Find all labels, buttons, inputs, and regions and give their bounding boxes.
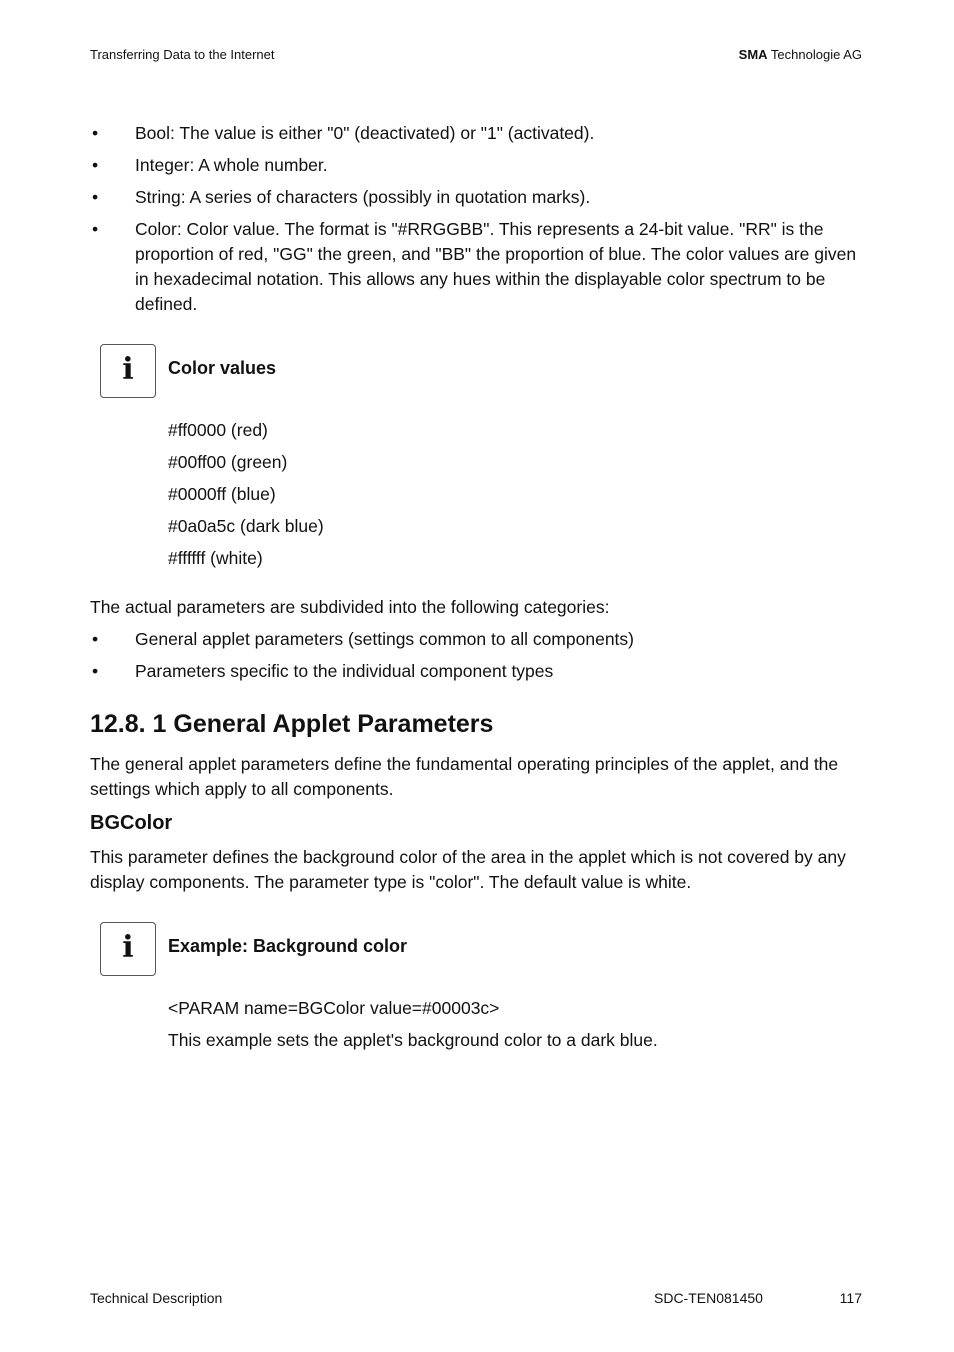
list-item-text: General applet parameters (settings common to all components) xyxy=(135,629,634,649)
list-item-text: Integer: A whole number. xyxy=(135,155,328,175)
color-values-title: Color values xyxy=(168,358,277,378)
example-description: This example sets the applet's background color to a dark blue. xyxy=(168,1030,658,1050)
footer-left: Technical Description xyxy=(90,1290,223,1306)
example-title: Example: Background color xyxy=(168,936,408,956)
bgcolor-heading: BGColor xyxy=(90,812,173,834)
list-item xyxy=(90,153,862,178)
color-value-line: #ffffff (white) xyxy=(168,548,263,568)
color-value-line: #0000ff (blue) xyxy=(168,484,276,504)
color-value-line: #ff0000 (red) xyxy=(168,420,268,440)
list-item xyxy=(90,217,862,317)
list-item-text: String: A series of characters (possibly in quotation marks). xyxy=(135,187,591,207)
categories-intro: The actual parameters are subdivided into the following categories: xyxy=(90,597,610,617)
list-item-text: Bool: The value is either "0" (deactivated) or "1" (activated). xyxy=(135,123,595,143)
list-item-text: Parameters specific to the individual component types xyxy=(135,661,554,681)
bullet-dot: • xyxy=(92,219,99,239)
info-icon: i xyxy=(122,352,134,387)
bullet-dot: • xyxy=(92,187,99,207)
bullet-dot: • xyxy=(92,123,99,143)
bgcolor-description: This parameter defines the background color of the area in the applet which is not covered by any display components. The parameter type is "color". The default value is white. xyxy=(90,847,846,892)
info-icon: i xyxy=(122,930,134,965)
example-code-line: <PARAM name=BGColor value=#00003c> xyxy=(168,998,500,1018)
info-icon-box xyxy=(100,344,156,398)
list-item xyxy=(90,627,862,652)
bullet-dot: • xyxy=(92,661,99,681)
footer-doc-id: SDC-TEN081450 xyxy=(654,1290,763,1306)
bullet-dot: • xyxy=(92,155,99,175)
section-intro: The general applet parameters define the fundamental operating principles of the applet, and the settings which apply to all components. xyxy=(90,754,839,799)
list-item xyxy=(90,659,862,684)
list-item xyxy=(90,185,862,210)
categories-list xyxy=(90,627,862,691)
page-header-left: Transferring Data to the Internet xyxy=(90,47,275,62)
page-number: 117 xyxy=(839,1290,862,1306)
list-item xyxy=(90,121,862,146)
company-name-rest: Technologie AG xyxy=(767,47,862,62)
section-heading: 12.8. 1 General Applet Parameters xyxy=(90,710,494,738)
color-value-line: #0a0a5c (dark blue) xyxy=(168,516,324,536)
example-lines xyxy=(168,996,658,1060)
company-name-bold: SMA xyxy=(738,47,768,62)
data-types-list xyxy=(90,121,862,324)
bullet-dot: • xyxy=(92,629,99,649)
color-values-list xyxy=(168,418,324,578)
info-icon-box xyxy=(100,922,156,976)
list-item-text: Color: Color value. The format is "#RRGGBB". This represents a 24-bit value. "RR" is the proportion of red, "GG" the green, and "BB" the proportion of blue. The color values are given in hexadecimal notation. This allows any hues within the displayable color spectrum to be defined. xyxy=(135,219,857,314)
page-header-right xyxy=(739,47,862,62)
color-value-line: #00ff00 (green) xyxy=(168,452,288,472)
